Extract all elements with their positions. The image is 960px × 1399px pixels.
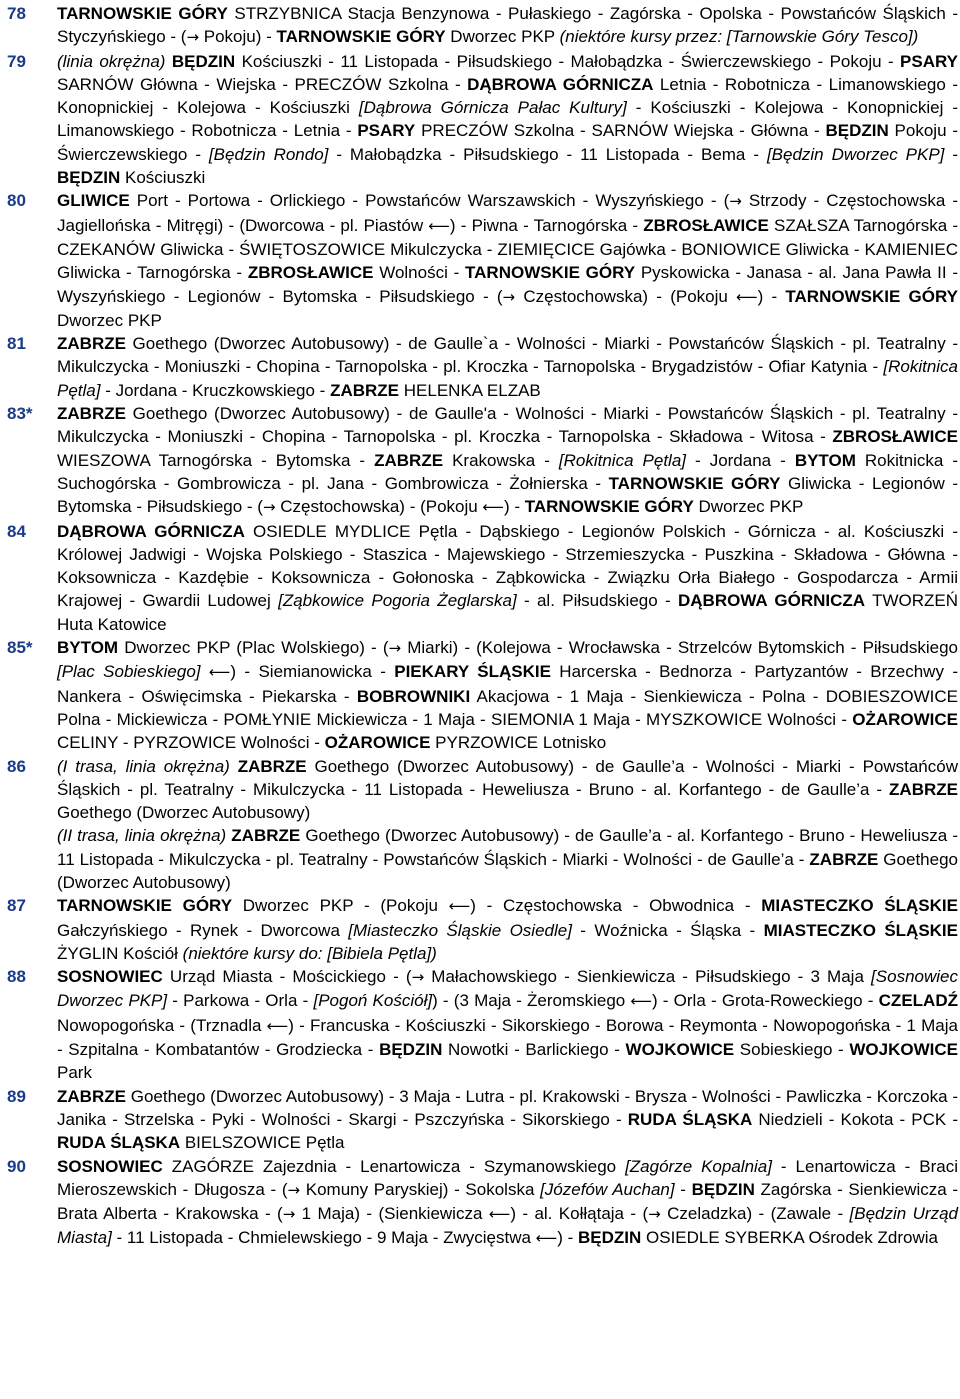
stop-text: Goethego (Dworzec Autobusowy): [57, 849, 958, 892]
route-entry: [7, 189, 958, 332]
route-variant: [57, 520, 958, 636]
stop-text: ) - Orla - Grota-Roweckiego -: [651, 991, 879, 1011]
stop-town: ZABRZE: [237, 756, 307, 776]
stop-text: Zagórska - Sienkiewicza - Brata Alberta - Krakowska - (: [57, 1179, 959, 1224]
stop-text: Małachowskiego - Sienkiewicza - Piłsudskiego - 3 Maja: [424, 967, 872, 987]
route-entry: [7, 332, 958, 402]
stop-text: [230, 757, 238, 776]
arrow-left-icon: ⟵: [208, 663, 231, 682]
stop-town: BĘDZIN: [57, 168, 121, 188]
stop-note: (niektóre kursy do: [Bibiela Pętla]): [182, 943, 437, 963]
stop-town: ZABRZE: [231, 826, 301, 846]
stop-text: - Jordana -: [686, 450, 795, 470]
arrow-left-icon: ⟵: [488, 1205, 511, 1224]
route-variant: [57, 402, 958, 519]
stop-text: Niedzieli - Kokota - PCK -: [752, 1109, 959, 1129]
stop-text: - Kościuszki - Kolejowa - Konopnickiej - Limanowskiego - Robotnicza - Letnia -: [57, 98, 959, 141]
route-description: [57, 2, 958, 50]
route-description: [57, 1155, 958, 1251]
stop-text: Nowotki - Barlickiego -: [442, 1040, 626, 1060]
stop-town: TARNOWSKIE GÓRY: [524, 497, 694, 517]
stop-note: [Zagórze Kopalnia]: [625, 1156, 772, 1176]
stop-town: DĄBROWA GÓRNICZA: [677, 591, 866, 611]
stop-note: [Plac Sobieskiego]: [57, 662, 201, 682]
stop-text: ZAGÓRZE Zajezdnia - Lenartowicza - Szymanowskiego: [162, 1156, 626, 1176]
stop-text: Goethego (Dworzec Autobusowy) - de Gaulle’a - al. Korfantego - Bruno - Heweliusza - 11 Listopada - Mikulczycka - pl. Teatralny - Powstańców Śląskich - Miarki - Wolności - de Gaulle’a -: [57, 826, 958, 869]
stop-text: [201, 662, 209, 681]
stop-text: CELINY - PYRZOWICE Wolności -: [57, 733, 325, 753]
arrow-right-icon: →: [648, 1205, 661, 1224]
stop-text: - 11 Listopada - Chmielewskiego - 9 Maja - Zwycięstwa: [111, 1228, 536, 1248]
stop-town: ZABRZE: [374, 450, 444, 470]
stop-town: ZBROSŁAWICE: [832, 427, 958, 447]
stop-text: Goethego (Dworzec Autobusowy): [57, 803, 311, 823]
stop-text: -: [944, 144, 958, 164]
arrow-right-icon: →: [502, 287, 516, 306]
route-description: [57, 189, 958, 332]
stop-note: [Sosnowiec Dworzec PKP]: [57, 967, 958, 1011]
stop-town: BYTOM: [794, 450, 856, 470]
stop-note: (linia okrężna): [57, 51, 166, 71]
stop-town: BĘDZIN: [691, 1179, 755, 1199]
stop-town: GLIWICE: [57, 191, 130, 211]
stop-town: MIASTECZKO ŚLĄSKIE: [761, 896, 958, 916]
route-entry: [7, 1155, 958, 1251]
stop-note: [Będzin Dworzec PKP]: [766, 144, 945, 164]
arrow-left-icon: ⟵: [266, 1016, 289, 1035]
stop-text: Nowopogońska - (Trznadla: [57, 1015, 267, 1035]
stop-note: [Rokitnica Pętla]: [558, 450, 687, 470]
route-number: 88: [7, 967, 26, 987]
arrow-right-icon: →: [262, 498, 276, 517]
route-description: [57, 520, 958, 636]
stop-text: ŻYGLIN Kościół: [57, 943, 183, 963]
stop-town: TARNOWSKIE GÓRY: [608, 473, 781, 493]
route-description: [57, 50, 958, 190]
stop-note: [Pogoń Kościół]: [313, 991, 433, 1011]
stop-text: - Woźnicka - Śląska -: [571, 920, 764, 940]
route-entry: [7, 965, 958, 1084]
arrow-left-icon: ⟵: [535, 1229, 558, 1248]
stop-text: Krakowska -: [443, 450, 559, 470]
arrow-right-icon: →: [729, 192, 742, 211]
stop-town: RUDA ŚLĄSKA: [627, 1109, 753, 1129]
route-number: 84: [7, 521, 26, 541]
route-entry: [7, 1085, 958, 1155]
route-description: [57, 1085, 958, 1155]
stop-text: OSIEDLE MYDLICE Pętla - Dąbskiego - Legionów Polskich - Górnicza - al. Kościuszki - Królowej Jadwigi - Wojska Polskiego - Staszica - Majewskiego - Strzemieszycka - Puszkina - Składowa - Główna - Koksownicza - Kazdębie - Koksownicza - Gołonoska - Ząbkowicka - Związku Orła Białego - Gospodarcza - Armii Krajowej - Gwardii Ludowej: [57, 521, 959, 611]
route-description: [57, 894, 958, 965]
stop-text: BIELSZOWICE Pętla: [180, 1133, 345, 1153]
stop-town: ZBROSŁAWICE: [643, 215, 769, 235]
stop-town: ZBROSŁAWICE: [247, 263, 374, 283]
route-entry: [7, 50, 958, 190]
stop-town: ZABRZE: [809, 849, 879, 869]
route-number: 78: [7, 4, 26, 23]
stop-town: DĄBROWA GÓRNICZA: [467, 74, 654, 94]
stop-text: Park: [57, 1063, 92, 1083]
stop-text: OSIEDLE SYBERKA Ośrodek Zdrowia: [641, 1228, 938, 1248]
stop-text: ) -: [757, 286, 786, 306]
stop-town: PSARY: [900, 51, 958, 71]
route-entry: [7, 2, 958, 50]
stop-text: - al. Piłsudskiego -: [516, 591, 678, 611]
arrow-left-icon: ⟵: [630, 992, 652, 1011]
route-number: 83*: [7, 404, 33, 424]
stop-town: OŻAROWICE: [852, 709, 958, 729]
stop-text: ) - Częstochowska - Obwodnica -: [470, 896, 762, 916]
stop-town: WOJKOWICE: [849, 1040, 958, 1060]
stop-text: Port - Portowa - Orlickiego - Powstańców Warszawskich - Wyszyńskiego - (: [129, 191, 730, 211]
arrow-left-icon: ⟵: [428, 216, 450, 235]
stop-town: TARNOWSKIE GÓRY: [785, 286, 958, 306]
stop-text: ) - (3 Maja - Żeromskiego: [432, 991, 631, 1011]
stop-text: SZAŁSZA Tarnogórska - CZEKANÓW Gliwicka - ŚWIĘTOSZOWICE Mikulczycka - ZIEMIĘCICE Gajówka - BONIOWICE Gliwicka - KAMIENIEC Gliwicka - Tarnogórska -: [57, 215, 959, 283]
arrow-right-icon: →: [186, 28, 200, 47]
route-variant: [57, 189, 958, 332]
stop-text: Rokitnicka - Suchogórska - Gombrowicza - pl. Jana - Gombrowicza - Żołnierska -: [57, 450, 958, 493]
stop-text: - Jordana - Kruczkowskiego -: [100, 380, 331, 400]
route-number: 89: [7, 1086, 26, 1106]
stop-text: Miarki) - (Kolejowa - Wrocławska - Strzelców Bytomskich - Piłsudskiego: [401, 638, 959, 658]
route-description: [57, 332, 958, 402]
stop-text: STRZYBNICA Stacja Benzynowa - Pułaskiego - Zagórska - Opolska - Powstańców Śląskich - Styczyńskiego - (: [57, 4, 958, 47]
stop-text: Pokoju) -: [199, 27, 277, 47]
stop-text: -: [674, 1179, 692, 1199]
route-variant: [57, 894, 958, 965]
stop-town: ZABRZE: [57, 404, 126, 424]
stop-text: Goethego (Dworzec Autobusowy) - 3 Maja - Lutra - pl. Krakowski - Brysza - Wolności - Pawliczka - Korczoka - Janika - Strzelska - Pyki - Wolności - Skargi - Pszczyńska - Sikorskiego -: [57, 1086, 958, 1129]
arrow-left-icon: ⟵: [482, 498, 504, 517]
stop-town: TARNOWSKIE GÓRY: [465, 263, 636, 283]
stop-town: ZABRZE: [889, 779, 958, 799]
stop-town: PSARY: [357, 121, 416, 141]
stop-text: Strzody - Częstochowska - Jagiellońska - Mitręgi) - (Dworcowa - pl. Piastów: [57, 191, 958, 235]
route-number: 86: [7, 756, 26, 776]
stop-town: BĘDZIN: [379, 1040, 443, 1060]
route-variant: [57, 332, 958, 402]
arrow-right-icon: →: [287, 1180, 301, 1199]
stop-text: SARNÓW Główna - Wiejska - PRECZÓW Szkolna -: [57, 74, 468, 94]
route-variant: [57, 636, 958, 754]
stop-text: Urząd Miasta - Mościckiego - (: [162, 967, 412, 987]
arrow-left-icon: ⟵: [736, 287, 758, 306]
stop-text: HELENKA ELZAB: [399, 380, 541, 400]
route-description: [57, 636, 958, 754]
route-variant: [57, 2, 958, 50]
stop-text: Dworzec PKP (Plac Wolskiego) - (: [118, 638, 389, 658]
stop-text: Częstochowska) - (Pokoju: [275, 497, 483, 517]
route-variant: [57, 50, 958, 190]
stop-text: ) -: [503, 497, 525, 517]
stop-town: PIEKARY ŚLĄSKIE: [394, 662, 551, 682]
stop-text: Dworzec PKP: [57, 310, 162, 330]
stop-text: - Lenartowicza - Braci Mieroszewskich - Długosza - (: [57, 1156, 958, 1199]
route-variant: [57, 965, 958, 1084]
stop-text: Pokoju - Świerczewskiego -: [57, 121, 958, 164]
route-number: 79: [7, 51, 26, 71]
route-entry: [7, 402, 958, 519]
stop-town: BĘDZIN: [825, 121, 889, 141]
stop-text: Gliwicka - Legionów - Bytomska - Piłsudskiego - (: [57, 473, 958, 517]
stop-text: Goethego (Dworzec Autobusowy) - de Gaulle`a - Wolności - Miarki - Powstańców Śląskich - pl. Teatralny - Mikulczycka - Moniuszki - Chopina - Tarnopolska - pl. Kroczka - Tarnopolska - Brygadzistów - Ofiar Katynia -: [57, 334, 958, 377]
stop-note: (niektóre kursy przez: [Tarnowskie Góry Tesco]): [559, 27, 919, 47]
stop-text: Komuny Paryskiej) - Sokolska: [300, 1179, 541, 1199]
stop-note: [Będzin Rondo]: [208, 144, 329, 164]
stop-town: TARNOWSKIE GÓRY: [57, 4, 228, 23]
route-description: [57, 402, 958, 519]
stop-text: Sobieskiego -: [734, 1040, 850, 1060]
stop-town: SOSNOWIEC: [57, 1156, 163, 1176]
stop-text: 1 Maja) - (Sienkiewicza: [295, 1204, 489, 1224]
route-entry: [7, 520, 958, 636]
stop-text: Czeladzka) - (Zawale -: [660, 1204, 850, 1224]
route-variant: [57, 824, 958, 894]
stop-note: [Dąbrowa Górnicza Pałac Kultury]: [358, 98, 627, 118]
arrow-right-icon: →: [411, 968, 425, 987]
route-number: 90: [7, 1156, 26, 1176]
stop-text: Pyskowicka - Janasa - al. Jana Pawła II - Wyszyńskiego - Legionów - Bytomska - Piłsudskiego - (: [57, 263, 958, 306]
stop-town: OŻAROWICE: [324, 733, 431, 753]
stop-town: BYTOM: [57, 638, 119, 658]
stop-note: [Miasteczko Śląskie Osiedle]: [348, 920, 572, 940]
stop-text: Kościuszki: [120, 168, 206, 188]
stop-text: Gałczyńskiego - Rynek - Dworcowa: [57, 920, 349, 940]
stop-text: Kościuszki - 11 Listopada - Piłsudskiego - Małobądzka - Świerczewskiego - Pokoju -: [235, 51, 901, 71]
route-description: [57, 965, 958, 1084]
stop-town: ZABRZE: [330, 380, 400, 400]
stop-town: TARNOWSKIE GÓRY: [276, 27, 446, 47]
stop-town: MIASTECZKO ŚLĄSKIE: [763, 920, 958, 940]
stop-town: TARNOWSKIE GÓRY: [57, 896, 233, 916]
stop-text: ) - Siemianowicka -: [230, 662, 395, 682]
stop-note: [Rokitnica Pętla]: [57, 357, 958, 400]
stop-town: DĄBROWA GÓRNICZA: [57, 521, 245, 541]
stop-text: WIESZOWA Tarnogórska - Bytomska -: [57, 450, 375, 470]
stop-town: ZABRZE: [57, 1086, 126, 1106]
arrow-right-icon: →: [282, 1205, 296, 1224]
stop-town: BOBROWNIKI: [356, 686, 471, 706]
stop-text: - Parkowa - Orla -: [167, 991, 314, 1011]
stop-text: ) - al. Kołłątaja - (: [510, 1204, 649, 1224]
route-number: 80: [7, 191, 26, 211]
stop-text: Letnia - Robotnicza - Limanowskiego - Konopnickiej - Kolejowa - Kościuszki: [57, 74, 959, 118]
stop-note: (II trasa, linia okrężna): [57, 826, 227, 846]
stop-text: Goethego (Dworzec Autobusowy) - de Gaulle’a - Wolności - Miarki - Powstańców Śląskich - pl. Teatralny - Mikulczycka - 11 Listopada - Heweliusza - Bruno - al. Korfantego - de Gaulle’a -: [57, 756, 958, 799]
stop-text: ) - Piwna - Tarnogórska -: [449, 215, 644, 235]
arrow-left-icon: ⟵: [448, 897, 471, 916]
stop-text: PYRZOWICE Lotnisko: [430, 733, 607, 753]
arrow-right-icon: →: [388, 639, 402, 658]
stop-text: PRECZÓW Szkolna - SARNÓW Wiejska - Główna -: [415, 121, 826, 141]
stop-text: Dworzec PKP: [445, 27, 560, 47]
route-description: [57, 755, 958, 895]
stop-town: SOSNOWIEC: [57, 967, 163, 987]
stop-text: TWORZEŃ Huta Katowice: [57, 591, 959, 634]
stop-text: Harcerska - Bednorza - Partyzantów - Brzechwy - Nankera - Oświęcimska - Piekarska -: [57, 662, 958, 706]
stop-town: BĘDZIN: [171, 51, 236, 71]
stop-text: Dworzec PKP: [693, 497, 804, 517]
route-variant: [57, 755, 958, 825]
stop-text: Wolności -: [373, 263, 466, 283]
stop-text: Częstochowska) - (Pokoju: [515, 286, 737, 306]
stop-note: [Będzin Urząd Miasta]: [57, 1204, 958, 1248]
route-number: 81: [7, 334, 26, 354]
route-entry: [7, 755, 958, 895]
route-entry: [7, 894, 958, 965]
route-variant: [57, 1155, 958, 1251]
stop-text: - Małobądzka - Piłsudskiego - 11 Listopada - Bema -: [328, 144, 767, 164]
route-entry: [7, 636, 958, 754]
stop-text: Dworzec PKP - (Pokoju: [232, 896, 449, 916]
stop-town: CZELADŹ: [878, 991, 958, 1011]
stop-note: [Ząbkowice Pogoria Żeglarska]: [278, 591, 517, 611]
stop-note: (I trasa, linia okrężna): [57, 756, 230, 776]
route-number: 85*: [7, 638, 33, 658]
stop-town: WOJKOWICE: [625, 1040, 735, 1060]
stop-text: ) -: [557, 1228, 578, 1248]
stop-text: Goethego (Dworzec Autobusowy) - de Gaulle'a - Wolności - Miarki - Powstańców Śląskich - pl. Teatralny - Mikulczycka - Moniuszki - Chopina - Tarnopolska - pl. Kroczka - Tarnopolska - Składowa - Witosa -: [57, 404, 958, 447]
stop-town: BĘDZIN: [578, 1228, 642, 1248]
stop-text: ) - Francuska - Kościuszki - Sikorskiego - Borowa - Reymonta - Nowopogońska - 1 Maja - Szpitalna - Kombatantów - Grodziecka -: [57, 1015, 958, 1060]
route-number: 87: [7, 896, 26, 916]
stop-town: ZABRZE: [57, 334, 126, 354]
stop-text: Akacjowa - 1 Maja - Sienkiewicza - Polna - DOBIESZOWICE Polna - Mickiewicza - POMŁYNIE Mickiewicza - 1 Maja - SIEMONIA 1 Maja - MYSZKOWICE Wolności -: [57, 686, 958, 729]
stop-town: RUDA ŚLĄSKA: [57, 1133, 181, 1153]
route-variant: [57, 1085, 958, 1155]
stop-note: [Józefów Auchan]: [540, 1179, 675, 1199]
